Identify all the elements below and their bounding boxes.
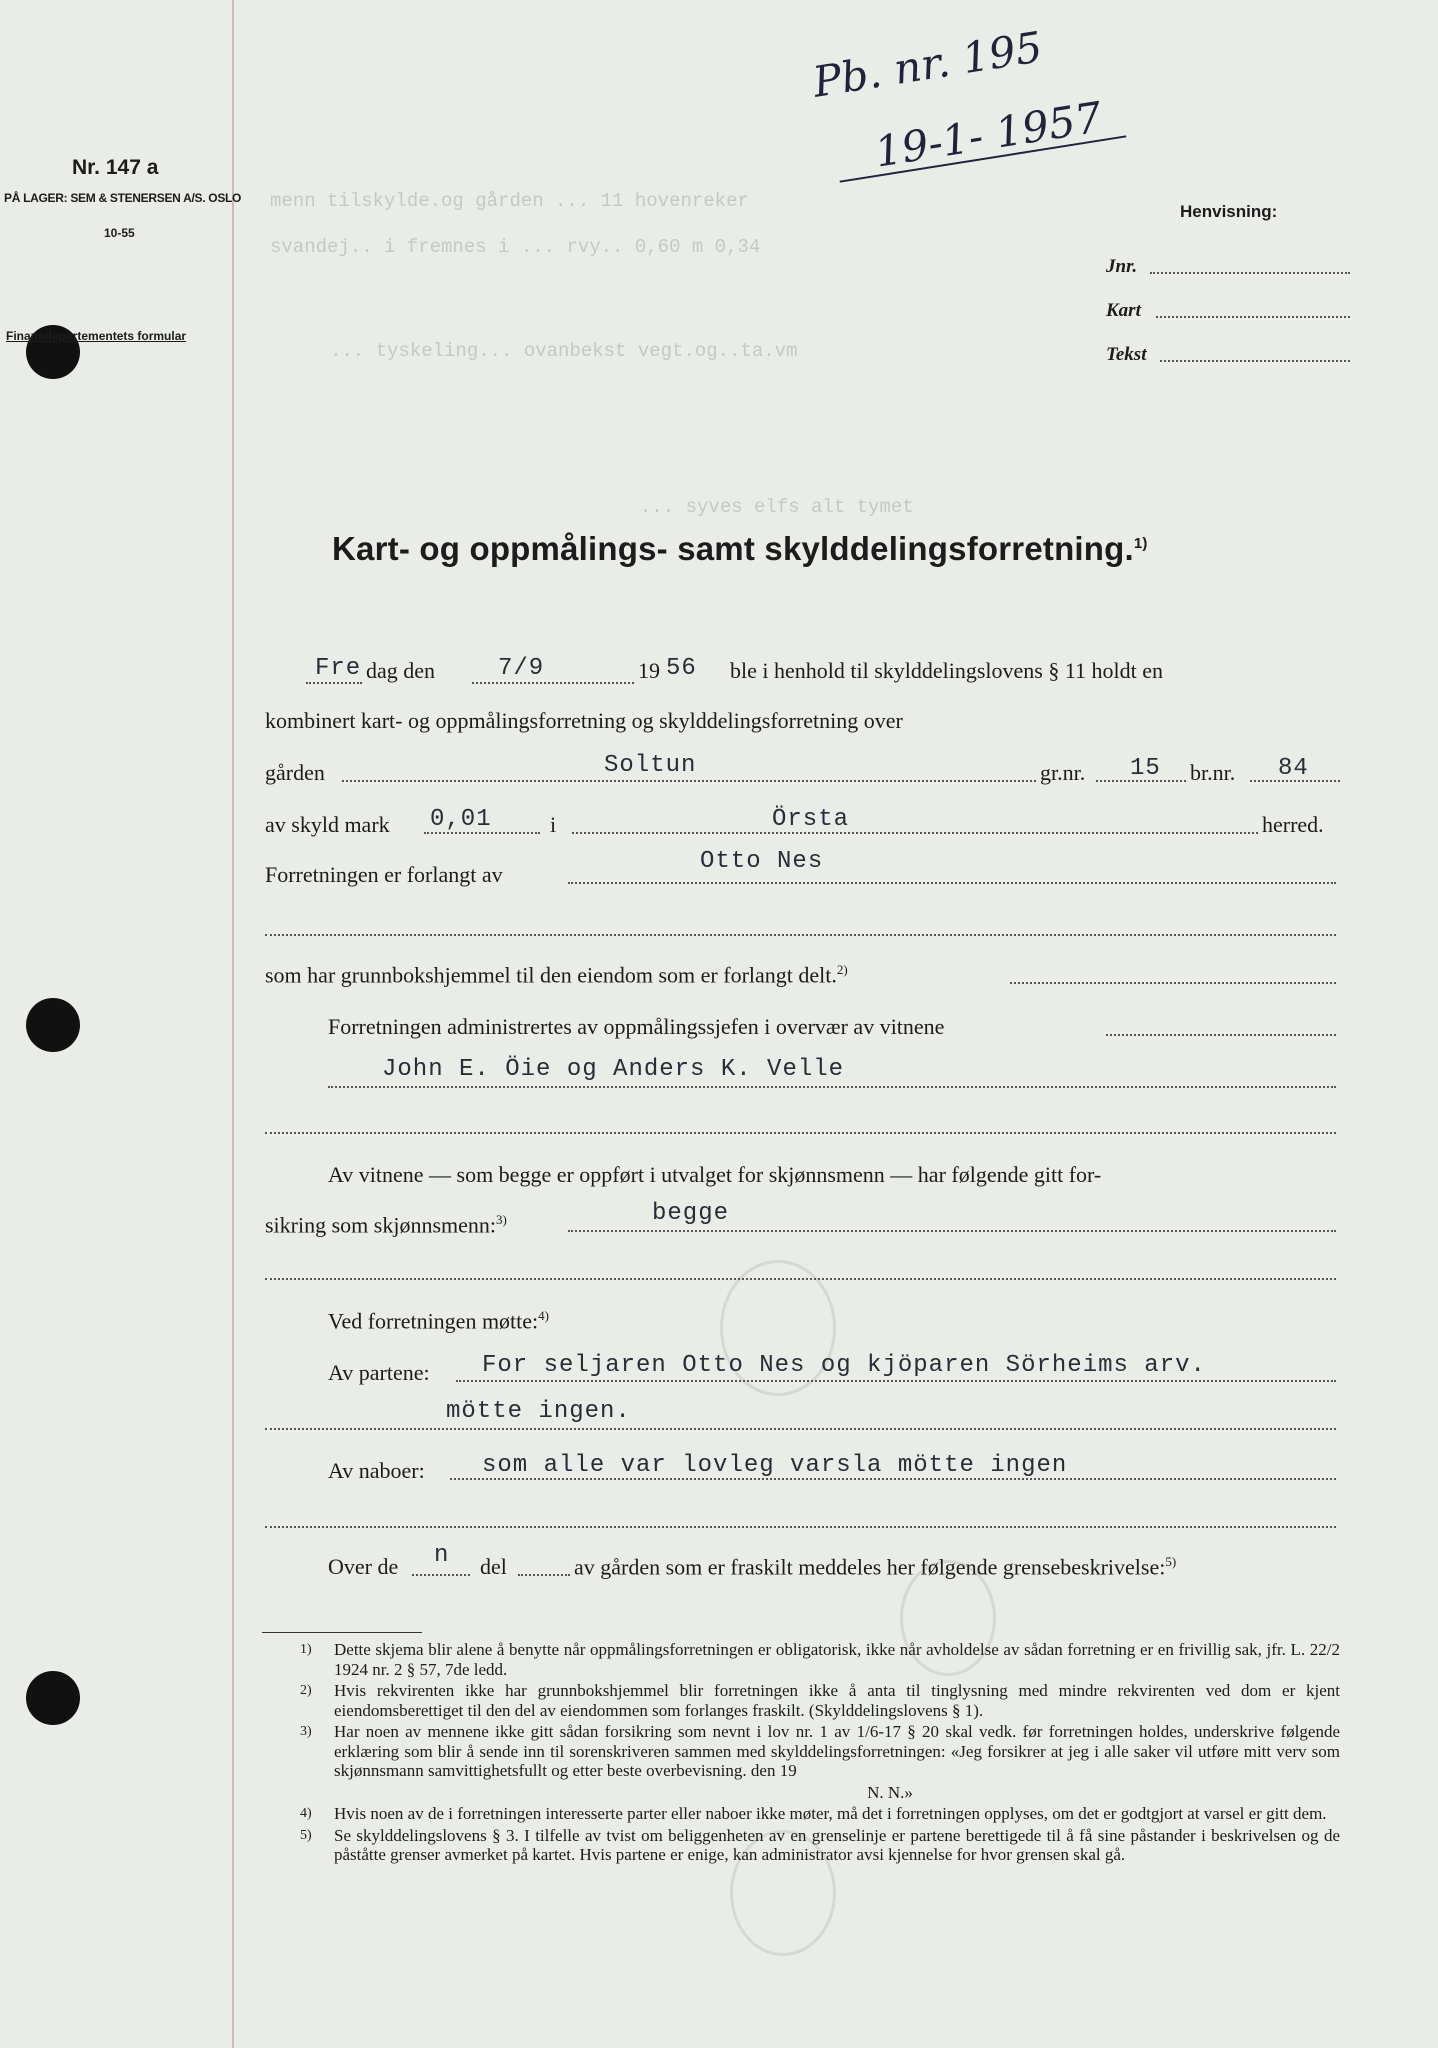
- document-title: Kart- og oppmålings- samt skylddelingsforretning.$^{1)}$: [332, 530, 1148, 567]
- footnote-number: 3): [300, 1724, 312, 1739]
- sentence-two: kombinert kart- og oppmålingsforretning og skylddelingsforretning over: [265, 708, 903, 733]
- naboer-label: Av naboer:: [328, 1458, 425, 1483]
- grunnbok-text: som har grunnbokshjemmel til den eiendom som er forlangt delt.$^{2)}$: [265, 962, 848, 988]
- reference-field-jnr: Jnr.: [1106, 256, 1138, 277]
- footnote-4: [300, 1804, 1340, 1824]
- footnote-2: [300, 1681, 1340, 1720]
- grense-footnote-ref: 5): [1165, 1554, 1177, 1569]
- grunnbok-footnote-ref: 2): [836, 962, 848, 977]
- skyld-value: 0,01: [430, 806, 492, 833]
- bleed-through-text: svandej.. i fremnes i ... rvy.. 0,60 m 0,34: [270, 236, 761, 258]
- herred-label: herred.: [1262, 812, 1324, 837]
- footnote-number: 1): [300, 1642, 312, 1657]
- ministry-form: Finansdepartementets formular: [6, 329, 187, 343]
- printer-line: PÅ LAGER: SEM & STENERSEN A/S. OSLO: [4, 191, 242, 205]
- herred-line: [572, 832, 1258, 834]
- punch-hole: [26, 1671, 80, 1725]
- naboer-line-2: [265, 1526, 1336, 1528]
- farm-value: Soltun: [604, 752, 697, 779]
- footnote-text: Har noen av mennene ikke gitt sådan forsikring som nevnt i lov nr. 1 av 1/6-17 § 20 skal vedk. før forretningen holdes, underskrive følgende erklæring som blir å sende inn til sorenskriveren sammen med skylddelingsforretningen: «Jeg forsikrer at jeg i alle saker vil utføre mitt verv som skjønnsmann samvittighetsfullt og etter beste overbevisning. den 19: [334, 1722, 1340, 1780]
- bnr-value: 84: [1278, 755, 1309, 782]
- weekday-value: Fre: [315, 655, 362, 682]
- bnr-label: br.nr.: [1190, 760, 1236, 785]
- partene-value-2: mötte ingen.: [446, 1398, 631, 1425]
- over-value: n: [434, 1542, 450, 1569]
- gnr-value: 15: [1130, 755, 1161, 782]
- witnesses-value: John E. Öie og Anders K. Velle: [382, 1056, 845, 1083]
- footnote-text: Hvis rekvirenten ikke har grunnbokshjemmel blir forretningen ikke å anta til tinglysning med mindre rekvirenten ved dom er kjent eiendomsberettiget til den del av eiendommen som forlanges fraskilt. (Skylddelingslovens § 1).: [334, 1681, 1340, 1720]
- gnr-line: [1096, 780, 1186, 782]
- reference-heading: Henvisning:: [1180, 202, 1278, 221]
- form-number: Nr. 147 a: [72, 156, 159, 179]
- vitne-text-1: Av vitnene — som begge er oppført i utvalget for skjønnsmenn — har følgende gitt for-: [328, 1162, 1102, 1187]
- skyld-label: av skyld mark: [265, 812, 390, 837]
- footnote-3: [300, 1722, 1340, 1781]
- over-label: Over de: [328, 1554, 399, 1579]
- footnote-number: 2): [300, 1683, 312, 1698]
- bleed-through-text: menn tilskylde.og gården ... 11 hovenreker: [270, 190, 749, 212]
- vitne-text-2: sikring som skjønnsmenn:$^{3)}$: [265, 1212, 507, 1238]
- partene-label: Av partene:: [328, 1360, 430, 1385]
- skyld-line: [424, 832, 540, 834]
- admin-text: Forretningen administrertes av oppmålingssjefen i overvær av vitnene: [328, 1014, 945, 1039]
- sentence-one-rest: ble i henhold til skylddelingslovens § 11 holdt en: [730, 658, 1164, 683]
- farm-line: [342, 780, 1036, 782]
- weekday-suffix: dag den: [366, 658, 436, 683]
- reference-line-jnr: [1150, 272, 1350, 274]
- naboer-line: [450, 1478, 1336, 1480]
- punch-hole: [26, 998, 80, 1052]
- herred-value: Örsta: [772, 806, 850, 833]
- in-label: i: [550, 812, 557, 837]
- over-line: [412, 1574, 470, 1576]
- vitne-line: [568, 1230, 1336, 1232]
- bleed-through-text: ... tyskeling... ovanbekst vegt.og..ta.vm: [330, 340, 798, 362]
- blank-line: [265, 934, 1336, 936]
- print-date: 10-55: [104, 226, 135, 240]
- footnote-text: Se skylddelingslovens § 3. I tilfelle av tvist om beliggenheten av en grenselinje er partene berettigede til å få sine påstander i beskrivelsen og de påståtte grenser avmerket på kartet. Hvis partene er enige, kan administrator avsi kjennelse for hvor grensen skal gå.: [334, 1825, 1340, 1864]
- vitne-line-2: [265, 1278, 1336, 1280]
- footnotes: [300, 1640, 1340, 1867]
- gnr-label: gr.nr.: [1040, 760, 1086, 785]
- witnesses-line-2: [265, 1132, 1336, 1134]
- reference-line-kart: [1156, 316, 1350, 318]
- del-label: del: [480, 1554, 507, 1579]
- margin-line: [232, 0, 234, 2048]
- partene-value-1: For seljaren Otto Nes og kjöparen Sörheims arv.: [482, 1352, 1206, 1379]
- handwritten-date: 19-1- 1957: [871, 92, 1106, 177]
- requested-value: Otto Nes: [700, 848, 824, 875]
- date-value: 7/9: [498, 655, 545, 682]
- partene-line: [456, 1380, 1336, 1382]
- reference-field-kart: Kart: [1106, 300, 1141, 321]
- reference-line-tekst: [1160, 360, 1350, 362]
- footnote-3-signature: [440, 1783, 1340, 1803]
- footnote-text: Dette skjema blir alene å benytte når oppmålingsforretningen er obligatorisk, ikke når avholdelse av sådan forretning er en frivillig sak, jfr. L. 22/2 1924 nr. 2 § 57, 7de ledd.: [334, 1640, 1340, 1679]
- year-prefix: 19: [638, 658, 660, 683]
- naboer-value: som alle var lovleg varsla mötte ingen: [482, 1452, 1068, 1479]
- footnote-signature-text: N. N.»: [867, 1782, 913, 1802]
- reference-field-tekst: Tekst: [1106, 344, 1147, 365]
- handwritten-journal-number: Pb. nr. 195: [809, 22, 1046, 107]
- footnote-text: Hvis noen av de i forretningen interesserte parter eller naboer ikke møter, må det i forretningen opplyses, om det er godtgjort at varsel er gitt dem.: [334, 1804, 1327, 1823]
- requested-line: [568, 882, 1336, 884]
- footnote-5: [300, 1826, 1340, 1865]
- footnote-1: [300, 1640, 1340, 1679]
- admin-line: [1106, 1034, 1336, 1036]
- bleed-through-text: ... syves elfs alt tymet: [640, 496, 914, 518]
- del-line: [518, 1574, 570, 1576]
- year-value: 56: [666, 655, 697, 682]
- requested-label: Forretningen er forlangt av: [265, 862, 503, 887]
- footnote-number: 4): [300, 1806, 312, 1821]
- date-line: [472, 682, 634, 684]
- mote-label: Ved forretningen møtte:$^{4)}$: [328, 1308, 550, 1334]
- partene-line-2: [265, 1428, 1336, 1430]
- vitne-value: begge: [652, 1200, 730, 1227]
- grense-text: av gården som er fraskilt meddeles her følgende grensebeskrivelse:$^{5)}$: [574, 1554, 1177, 1580]
- witnesses-line: [328, 1086, 1336, 1088]
- vitne-footnote-ref: 3): [496, 1212, 507, 1227]
- weekday-line: [306, 682, 362, 684]
- title-footnote-ref: 1): [1133, 535, 1148, 552]
- bnr-line: [1250, 780, 1340, 782]
- grunnbok-line: [1010, 982, 1336, 984]
- footnote-rule: [262, 1632, 422, 1633]
- mote-footnote-ref: 4): [538, 1308, 550, 1323]
- farm-label: gården: [265, 760, 325, 785]
- footnote-number: 5): [300, 1827, 312, 1843]
